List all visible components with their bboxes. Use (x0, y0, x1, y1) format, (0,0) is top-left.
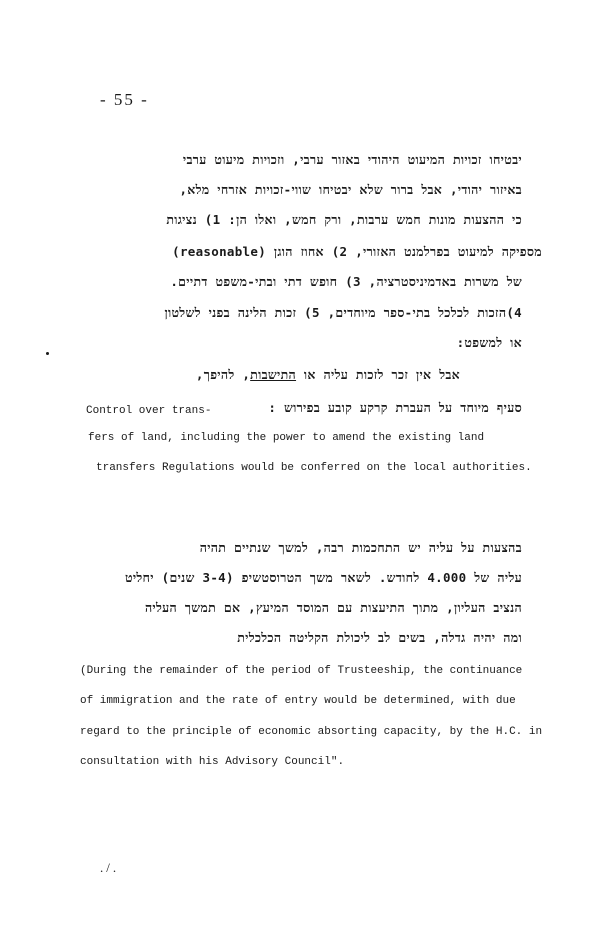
english-line: (During the remainder of the period of Trusteeship, the continuance (80, 665, 523, 677)
hebrew-line: עליה של 4.000 לחודש. לשאר משך הטרוסטשיפ (3-4 שנים) יחליט (124, 570, 522, 585)
hebrew-line: כי ההצעות מונות חמש ערבות, ורק חמש, ואלו הן: 1) נציגות (166, 212, 522, 227)
hebrew-fragment: סעיף מיוחד על העברת קרקע קובע בפירוש : (268, 400, 522, 415)
hebrew-line-underlined (196, 367, 460, 383)
line-prefix: אבל אין זכר לזכות עליה או (296, 367, 460, 382)
mixed-line (86, 400, 522, 416)
underlined-word: התישבות (250, 367, 297, 382)
hebrew-line: מספיקה למיעוט בפרלמנט האזורי, 2) אחוז הוגן (reasonable) (172, 244, 542, 259)
hebrew-line: יבטיחו זכויות המיעוט היהודי באזור ערבי, וזכויות מיעוט ערבי (182, 152, 522, 167)
stray-mark (46, 352, 49, 355)
english-line: transfers Regulations would be conferred on the local authorities. (96, 462, 532, 474)
english-line: regard to the principle of economic absorting capacity, by the H.C. in (80, 726, 543, 738)
english-line: of immigration and the rate of entry would be determined, with due (80, 695, 516, 707)
line-suffix: , להיפך, (195, 367, 251, 382)
hebrew-line: 4)הזכות לכלכל בתי-ספר מיוחדים, 5) זכות הלינה בפני לשלטון (164, 305, 522, 320)
english-line: consultation with his Advisory Council". (80, 756, 345, 768)
english-fragment: Control over trans- (86, 405, 212, 417)
page-number: - 55 - (100, 90, 149, 109)
continuation-mark: ./. (100, 860, 120, 875)
hebrew-line: של משרות באדמיניסטרציה, 3) חופש דתי ובתי-משפט דתיים. (170, 274, 522, 289)
english-line: fers of land, including the power to amend the existing land (88, 432, 485, 444)
hebrew-line: הנציב העליון, מתוך התיעצות עם המוסד המיעץ, אם תמשך העליה (144, 600, 522, 615)
hebrew-line: ומה יהיה גדלה, בשים לב ליכולת הקליטה הכלכלית (237, 630, 522, 645)
hebrew-line: באיזור יהודי, אבל ברור שלא יבטיחו שווי-זכויות אזרחי מלא, (179, 182, 522, 197)
hebrew-line: או למשפט: (456, 335, 522, 350)
hebrew-line: בהצעות על עליה יש התחכמות רבה, למשך שנתיים תהיה (199, 540, 522, 555)
